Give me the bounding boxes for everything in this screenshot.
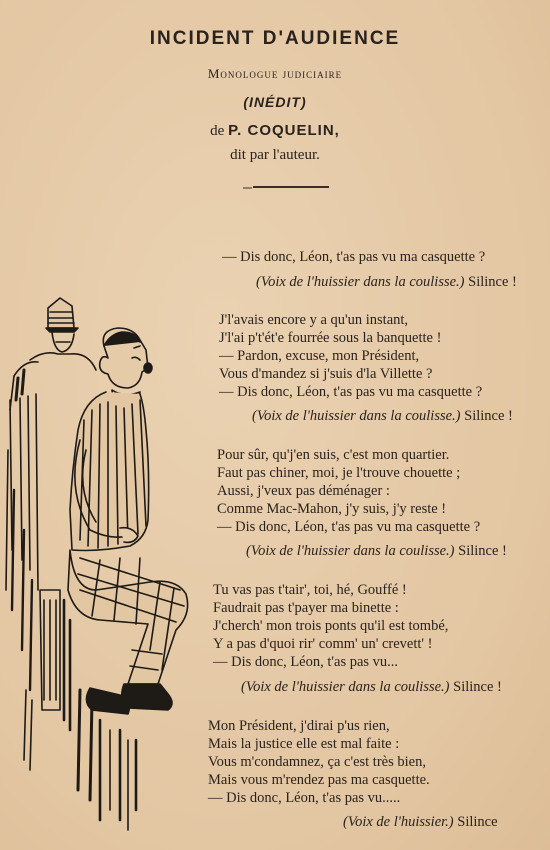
verse-line: Vous m'condamnez, ça c'est très bien, <box>208 754 426 770</box>
stage-exclamation: Silince ! <box>458 543 507 559</box>
dit-par-line: dit par l'auteur. <box>230 147 320 163</box>
verse-line: — Dis donc, Léon, t'as pas vu..... <box>208 790 401 806</box>
stage-exclamation: Silince ! <box>453 679 502 695</box>
page-title: INCIDENT D'AUDIENCE <box>149 28 401 49</box>
illustration-defendant-drawing <box>0 290 205 840</box>
verse-line: Vous d'mandez si j'suis d'la Villette ? <box>219 366 433 382</box>
guard-figure <box>10 298 96 410</box>
stage-text: (Voix de l'huissier dans la coulisse.) <box>241 679 450 695</box>
verse-line: Faudrait pas t'payer ma binette : <box>213 600 399 616</box>
verse-line: Aussi, j'veux pas déménager : <box>217 483 390 499</box>
stage-exclamation: Silince ! <box>464 408 513 424</box>
verse-line: Faut pas chiner, moi, je l'trouve chouette ; <box>217 465 461 481</box>
stage-direction <box>246 542 507 561</box>
verse-line: — Dis donc, Léon, t'as pas vu... <box>213 654 399 670</box>
verse-line: Mon Président, j'dirai p'us rien, <box>208 718 390 734</box>
verse-line: Y a pas d'quoi rir' comm' un' crevett' ! <box>213 636 433 652</box>
stage-exclamation: Silince <box>457 814 498 830</box>
inedit-label: (INÉDIT) <box>243 94 307 110</box>
verse-line: J'l'avais encore y a qu'un instant, <box>219 312 409 328</box>
author-prefix: de <box>210 123 225 139</box>
verse-line: Tu vas pas t'tair', toi, hé, Gouffé ! <box>213 582 407 598</box>
divider-rule <box>253 186 329 188</box>
verse-line: Mais la justice elle est mal faite : <box>208 736 400 752</box>
verse-line: — Dis donc, Léon, t'as pas vu ma casquette ? <box>217 519 481 535</box>
subtitle: Monologue judiciaire <box>207 66 343 81</box>
stage-direction <box>241 678 502 697</box>
verse-line: — Dis donc, Léon, t'as pas vu ma casquette ? <box>222 249 486 265</box>
stage-exclamation: Silince ! <box>468 274 517 290</box>
stage-text: (Voix de l'huissier dans la coulisse.) <box>246 543 455 559</box>
stage-text: (Voix de l'huissier dans la coulisse.) <box>256 274 465 290</box>
stage-direction <box>252 407 513 426</box>
stage-text: (Voix de l'huissier.) <box>343 814 454 830</box>
verse-line: — Dis donc, Léon, t'as pas vu ma casquette ? <box>219 384 483 400</box>
author-name: P. COQUELIN, <box>228 122 340 139</box>
verse-line: — Pardon, excuse, mon Président, <box>219 348 420 364</box>
verse-line: J'l'ai p't'ét'e fourrée sous la banquette ! <box>219 330 442 346</box>
stage-text: (Voix de l'huissier dans la coulisse.) <box>252 408 461 424</box>
verse-line: Mais vous m'rendez pas ma casquette. <box>208 772 430 788</box>
verse-line: Pour sûr, qu'j'en suis, c'est mon quartier. <box>217 447 450 463</box>
author-line <box>0 122 550 140</box>
seated-man-figure <box>68 328 188 714</box>
stage-direction <box>256 273 517 292</box>
verse-line: Comme Mac-Mahon, j'y suis, j'y reste ! <box>217 501 447 517</box>
verse-line: J'cherch' mon trois ponts qu'il est tombé, <box>213 618 449 634</box>
stage-direction <box>343 813 498 832</box>
